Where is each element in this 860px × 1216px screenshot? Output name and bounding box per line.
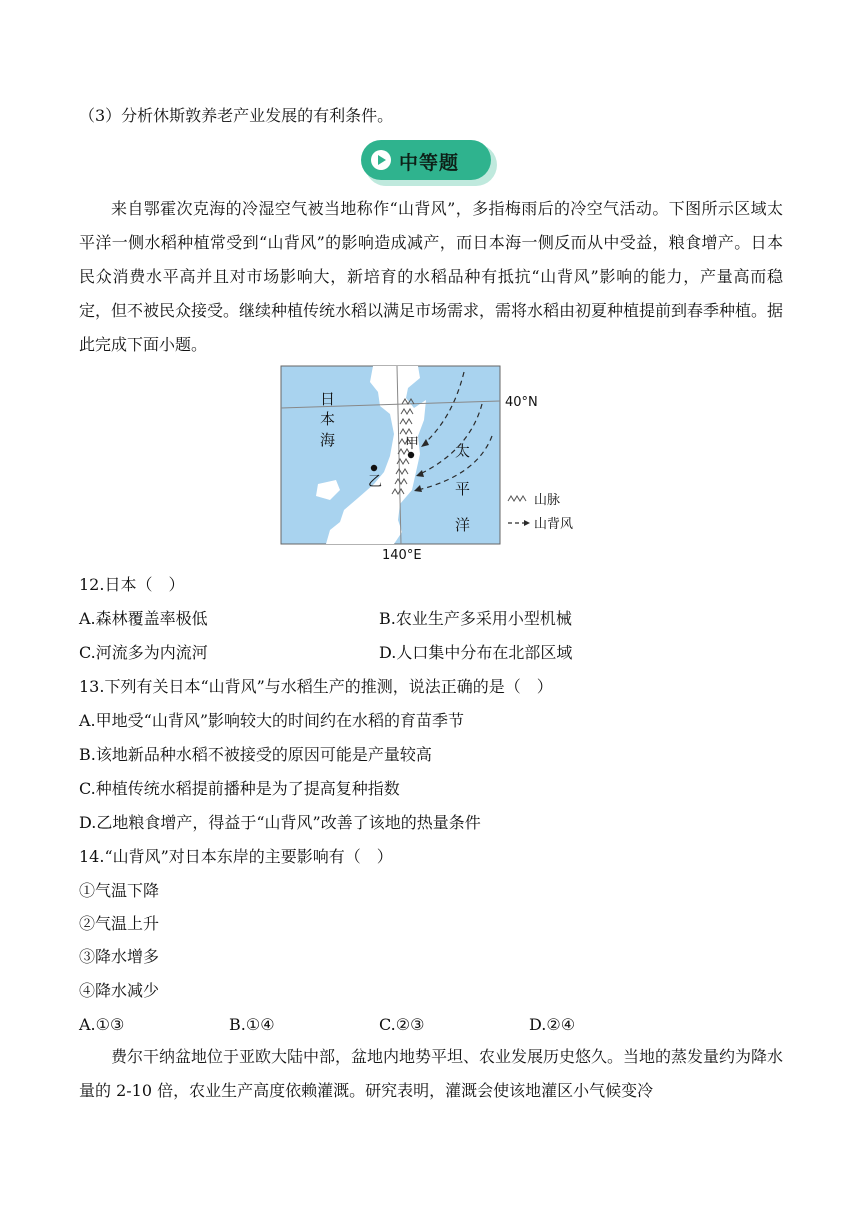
q12-stem: 12.日本（ ）: [79, 575, 185, 594]
pacific-char-3: 洋: [455, 516, 471, 534]
sea-japan-char-3: 海: [320, 431, 336, 449]
longitude-label: 140°E: [382, 548, 422, 563]
latitude-label: 40°N: [505, 395, 538, 410]
pacific-char-2: 平: [455, 480, 471, 498]
q14-stem: 14.“山背风”对日本东岸的主要影响有（ ）: [79, 847, 393, 866]
legend-wind-arrow-icon: [524, 520, 530, 526]
q14-item-3: ③降水增多: [79, 947, 160, 966]
sea-japan-char-2: 本: [320, 410, 336, 428]
legend-wind-label: 山背风: [534, 517, 574, 532]
q14-option-c[interactable]: C.②③: [379, 1015, 425, 1034]
q14-item-2: ②气温上升: [79, 914, 160, 933]
legend-mountain-icon: [508, 496, 526, 501]
difficulty-badge: [361, 140, 497, 186]
legend-mountain-label: 山脉: [534, 493, 561, 508]
q12-option-a[interactable]: A.森林覆盖率极低: [79, 609, 208, 628]
sea-japan-char-1: 日: [320, 390, 336, 408]
q13-option-d[interactable]: D.乙地粮食增产，得益于“山背风”改善了该地的热量条件: [79, 813, 481, 832]
q13-option-b[interactable]: B.该地新品种水稻不被接受的原因可能是产量较高: [79, 745, 432, 764]
difficulty-label: 中等题: [399, 152, 460, 174]
pacific-char-1: 太: [455, 442, 471, 460]
point-jia-label: 甲: [405, 436, 419, 452]
q12-option-c[interactable]: C.河流多为内流河: [79, 643, 208, 662]
q14-option-d[interactable]: D.②④: [529, 1015, 576, 1034]
q13-stem: 13.下列有关日本“山背风”与水稻生产的推测，说法正确的是（ ）: [79, 677, 553, 696]
play-icon: [371, 150, 391, 170]
reading-passage-1: 来自鄂霍次克海的冷湿空气被当地称作“山背风”，多指梅雨后的冷空气活动。下图所示区域太平洋一侧水稻种植常受到“山背风”的影响造成减产，而日本海一侧反而从中受益，粮食增产。日本民众消费水平高并且对市场影响大，新培育的水稻品种有抵抗“山背风”影响的能力，产量高而稳定，但不被民众接受。继续种植传统水稻以满足市场需求，需将水稻由初夏种植提前到春季种植。据此完成下面小题。: [79, 199, 784, 354]
q13-option-a[interactable]: A.甲地受“山背风”影响较大的时间约在水稻的育苗季节: [79, 711, 465, 730]
q12-option-b[interactable]: B.农业生产多采用小型机械: [379, 609, 572, 628]
reading-passage-2: 费尔干纳盆地位于亚欧大陆中部，盆地内地势平坦、农业发展历史悠久。当地的蒸发量约为降水量的 2-10 倍，农业生产高度依赖灌溉。研究表明，灌溉会使该地灌区小气候变冷: [79, 1047, 784, 1100]
q12-option-d[interactable]: D.人口集中分布在北部区域: [379, 643, 573, 662]
q14-option-b[interactable]: B.①④: [229, 1015, 275, 1034]
japan-map-figure: [278, 364, 608, 564]
point-jia-marker: [408, 452, 414, 458]
q14-item-1: ①气温下降: [79, 881, 160, 900]
point-yi-marker: [371, 465, 377, 471]
q14-option-a[interactable]: A.①③: [79, 1015, 125, 1034]
q13-option-c[interactable]: C.种植传统水稻提前播种是为了提高复种指数: [79, 779, 400, 798]
question-3: （3）分析休斯敦养老产业发展的有利条件。: [79, 106, 394, 125]
point-yi-label: 乙: [368, 474, 382, 490]
q14-item-4: ④降水减少: [79, 981, 160, 1000]
